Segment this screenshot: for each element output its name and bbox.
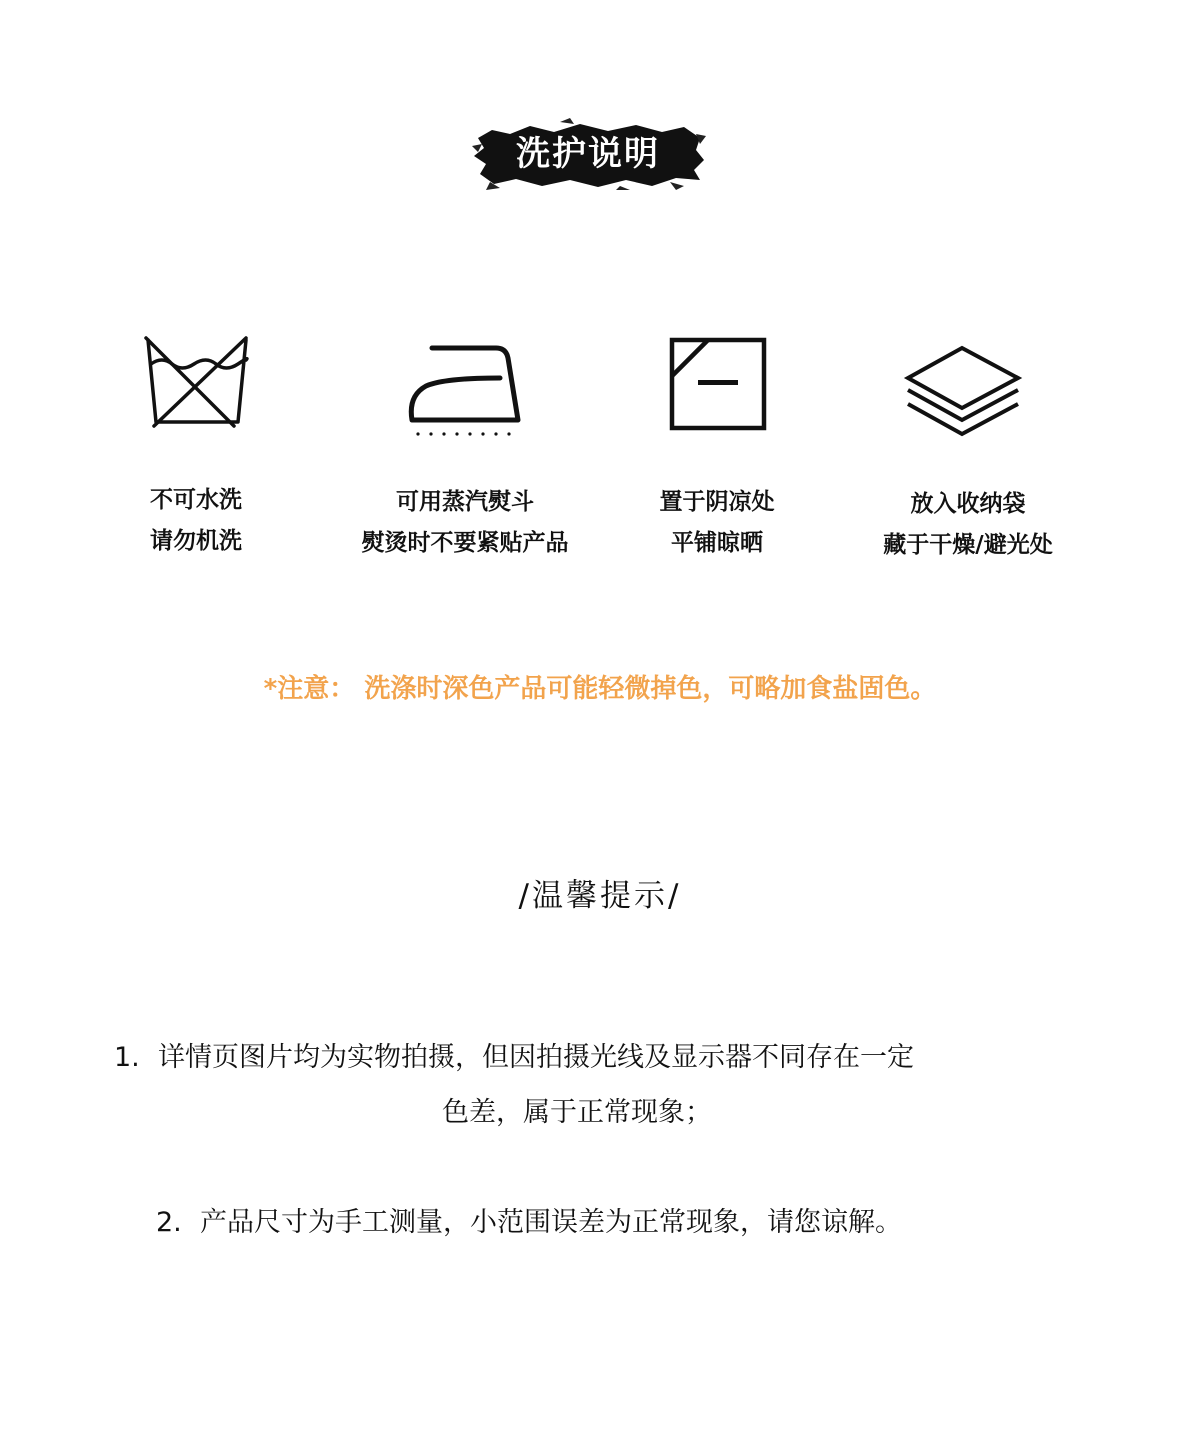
color-fading-notice: *注意： 洗涤时深色产品可能轻微掉色，可略加食盐固色。 [263, 674, 937, 704]
tip-text: 详情页图片均为实物拍摄，但因拍摄光线及显示器不同存在一定 [158, 1042, 914, 1073]
care-label-line: 放入收纳袋 [910, 491, 1026, 517]
tip-item-1 [114, 1030, 1094, 1085]
care-title-banner [470, 116, 706, 192]
tip-text: 色差，属于正常现象； [442, 1097, 712, 1128]
care-label-no-wash [96, 480, 296, 562]
care-label-line: 请勿机洗 [150, 528, 242, 554]
care-label-line: 不可水洗 [150, 487, 242, 513]
dry-flat-shade-icon [668, 336, 768, 432]
care-label-line: 熨烫时不要紧贴产品 [361, 530, 569, 556]
care-label-line: 可用蒸汽熨斗 [396, 489, 534, 515]
tip-item-2 [156, 1195, 1116, 1250]
stacked-layers-icon [902, 340, 1026, 440]
care-label-dry-flat [617, 482, 817, 564]
no-wash-icon [140, 330, 252, 430]
tip-text: 产品尺寸为手工测量，小范围误差为正常现象，请您谅解。 [200, 1207, 902, 1238]
care-title: 洗护说明 [516, 134, 660, 174]
steam-iron-icon [400, 336, 524, 440]
tip-number: 2. [156, 1207, 182, 1238]
care-label-line: 藏于干燥/避光处 [883, 532, 1053, 558]
tip-number: 1. [114, 1042, 140, 1073]
care-label-line: 置于阴凉处 [659, 489, 775, 515]
care-label-line: 平铺晾晒 [671, 530, 763, 556]
tip-item-1-continuation [0, 1085, 1154, 1140]
tips-title: /温馨提示/ [518, 878, 682, 914]
care-label-storage [848, 484, 1088, 566]
care-label-steam-iron [320, 482, 610, 564]
